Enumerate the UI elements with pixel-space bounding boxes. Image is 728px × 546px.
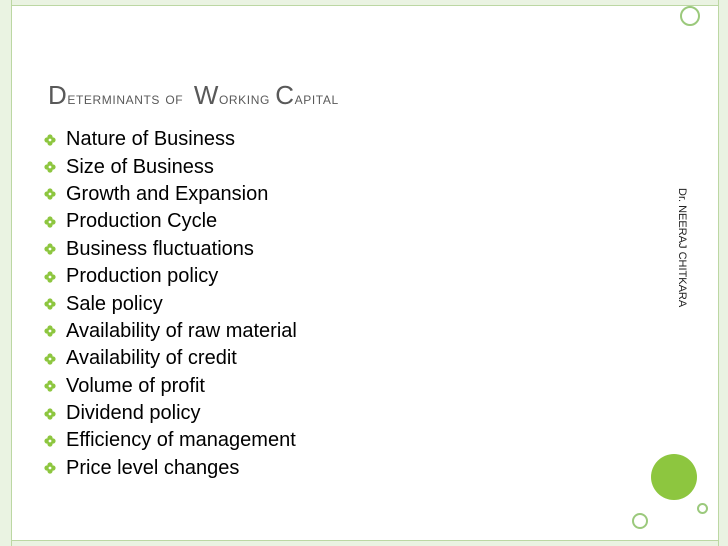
flower-bullet-icon <box>44 271 56 283</box>
list-item <box>44 126 297 153</box>
title-initial: W <box>193 80 219 110</box>
decorative-circle-tiny <box>697 503 708 514</box>
flower-bullet-icon <box>44 408 56 420</box>
slide-border-top <box>12 0 718 6</box>
list-item <box>44 345 297 372</box>
bullet-text: Growth and Expansion <box>66 182 269 205</box>
title-word: orking <box>218 89 270 108</box>
title-word: eterminants of <box>67 89 184 108</box>
flower-bullet-icon <box>44 216 56 228</box>
flower-bullet-icon <box>44 325 56 337</box>
bullet-text: Dividend policy <box>66 402 201 425</box>
list-item <box>44 208 297 235</box>
slide-border-right <box>718 0 728 546</box>
list-item <box>44 263 297 290</box>
list-item <box>44 427 297 454</box>
title-initial: C <box>275 80 295 110</box>
bullet-text: Availability of credit <box>66 347 237 370</box>
list-item <box>44 181 297 208</box>
bullet-text: Nature of Business <box>66 128 235 151</box>
bullet-text: Production Cycle <box>66 210 218 233</box>
title-initial: D <box>48 80 68 110</box>
list-item <box>44 400 297 427</box>
flower-bullet-icon <box>44 188 56 200</box>
author-credit: Dr. NEERAJ CHITKARA <box>676 188 688 308</box>
bullet-text: Volume of profit <box>66 374 205 397</box>
slide-border-bottom <box>12 540 718 546</box>
slide-title <box>48 80 339 111</box>
decorative-circle-green <box>651 454 697 500</box>
bullet-text: Size of Business <box>66 155 214 178</box>
flower-bullet-icon <box>44 353 56 365</box>
bullet-text: Business fluctuations <box>66 237 254 260</box>
flower-bullet-icon <box>44 298 56 310</box>
list-item <box>44 236 297 263</box>
slide-border-left <box>0 0 12 546</box>
flower-bullet-icon <box>44 243 56 255</box>
list-item <box>44 318 297 345</box>
flower-bullet-icon <box>44 380 56 392</box>
list-item <box>44 373 297 400</box>
list-item <box>44 290 297 317</box>
flower-bullet-icon <box>44 435 56 447</box>
title-word: apital <box>294 89 339 108</box>
flower-bullet-icon <box>44 462 56 474</box>
flower-bullet-icon <box>44 161 56 173</box>
bullet-text: Efficiency of management <box>66 429 296 452</box>
bullet-text: Sale policy <box>66 292 163 315</box>
bullet-text: Price level changes <box>66 456 240 479</box>
bullet-text: Availability of raw material <box>66 319 297 342</box>
list-item <box>44 153 297 180</box>
bullet-text: Production policy <box>66 265 219 288</box>
list-item <box>44 455 297 482</box>
decorative-circle-top <box>680 6 700 26</box>
decorative-circle-small <box>632 513 648 529</box>
bullet-list <box>44 126 297 482</box>
flower-bullet-icon <box>44 134 56 146</box>
